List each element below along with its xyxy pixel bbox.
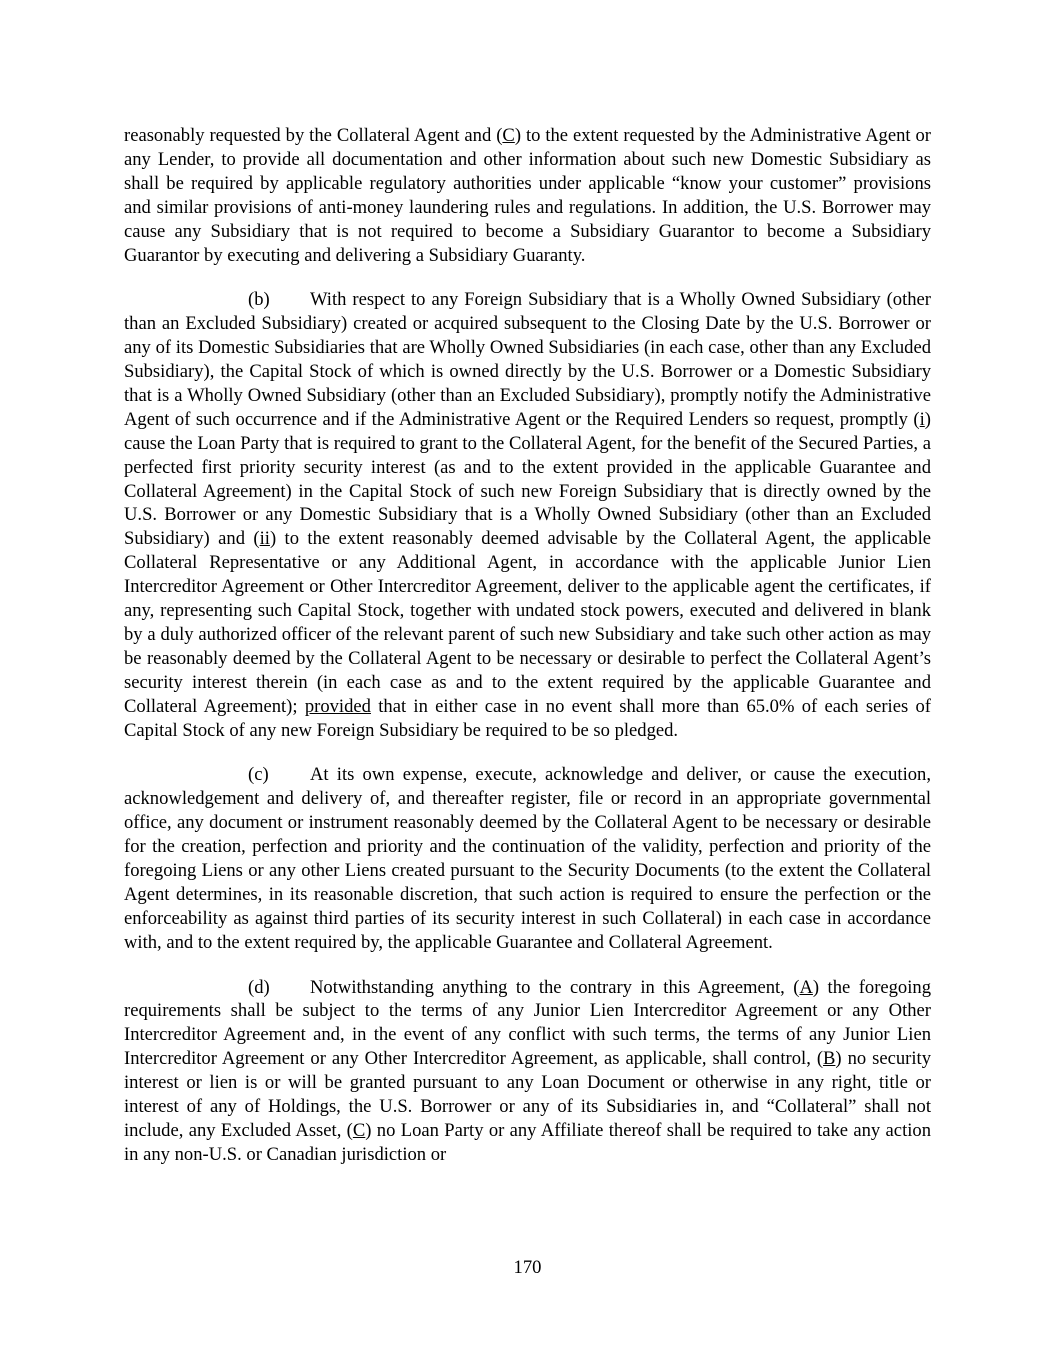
paragraph-b	[124, 288, 931, 742]
intro-marker-c: C	[502, 125, 515, 146]
paragraph-c-text: At its own expense, execute, acknowledge and deliver, or cause the execution, acknowledgement and delivery of, and thereafter register, file or record in an appropriate governmental office, any document or instrument reasonably deemed by the Collateral Agent to be necessary or desirable for the creation, perfection and priority and the continuation of the validity, perfection and priority of the foregoing Liens or any other Liens created pursuant to the Security Documents (to the extent the Collateral Agent determines, in its reasonable discretion, that such action is required to ensure the perfection or the enforceability as against third parties of its security interest in such Collateral) in each case in accordance with, and to the extent required by, the applicable Guarantee and Collateral Agreement.	[124, 764, 931, 953]
intro-text-1: reasonably requested by the Collateral Agent and (	[124, 125, 503, 146]
paragraph-b-marker-ii: ii	[259, 528, 270, 550]
paragraph-d	[124, 976, 931, 1167]
paragraph-d-text-3: ) no security interest or lien is or will be granted pursuant to any Loan Document or otherwise in any right, title or interest of any of Holdings, the U.S. Borrower or any of its Subsidiaries in, and “Collateral” shall not include, any Excluded Asset, (	[124, 1048, 931, 1142]
page-number: 170	[513, 1257, 542, 1278]
paragraph-b-text-1: With respect to any Foreign Subsidiary that is a Wholly Owned Subsidiary (other than an Excluded Subsidiary) created or acquired subsequent to the Closing Date by the U.S. Borrower or any of its Domestic Subsidiaries that are Wholly Owned Subsidiaries (in each case, other than any Excluded Subsidiary), the Capital Stock of which is owned directly by the U.S. Borrower or a Domestic Subsidiary that is a Wholly Owned Subsidiary (other than an Excluded Subsidiary), promptly notify the Administrative Agent of such occurrence and if the Administrative Agent or the Required Lenders so request, promptly (	[124, 289, 931, 430]
paragraph-b-label: (b)	[248, 289, 270, 311]
paragraph-d-marker-b: B	[823, 1048, 836, 1070]
paragraph-b-marker-i: i	[919, 408, 925, 430]
paragraph-b-text-3: ) to the extent reasonably deemed advisable by the Collateral Agent, the applicable Collateral Representative or any Additional Agent, in accordance with the applicable Junior Lien Intercreditor Agreement or Other Intercreditor Agreement, deliver to the applicable agent the certificates, if any, representing such Capital Stock, together with undated stock powers, executed and delivered in blank by a duly authorized officer of the relevant parent of such new Subsidiary and take such other action as may be reasonably deemed by the Collateral Agent to be necessary or desirable to perfect the Collateral Agent’s security interest therein (in each case as and to the extent required by the applicable Guarantee and Collateral Agreement);	[124, 528, 931, 717]
paragraph-b-text-4: that in either case in no event shall more than 65.0% of each series of Capital Stock of any new Foreign Subsidiary be required to be so pledged.	[124, 695, 931, 741]
paragraph-d-text-1: Notwithstanding anything to the contrary in this Agreement, (	[310, 976, 800, 998]
paragraph-d-marker-a: A	[799, 976, 813, 998]
paragraph-b-text-2: ) cause the Loan Party that is required to grant to the Collateral Agent, for the benefit of the Secured Parties, a perfected first priority security interest (as and to the extent provided in the applicable Guarantee and Collateral Agreement) in the Capital Stock of such new Foreign Subsidiary that is directly owned by the U.S. Borrower or any Domestic Subsidiary that is a Wholly Owned Subsidiary (other than an Excluded Subsidiary) and (	[124, 408, 931, 550]
paragraph-c	[124, 763, 931, 954]
paragraph-d-label: (d)	[248, 976, 270, 998]
paragraph-c-label: (c)	[248, 764, 269, 786]
paragraph-d-text-2: ) the foregoing requirements shall be subject to the terms of any Junior Lien Intercreditor Agreement or any Other Intercreditor Agreement and, in the event of any conflict with such terms, the terms of any Junior Lien Intercreditor Agreement or any Other Intercreditor Agreement, as applicable, shall control, (	[124, 976, 931, 1070]
paragraph-b-provided: provided	[304, 695, 371, 717]
paragraph-d-text-4: ) no Loan Party or any Affiliate thereof shall be required to take any action in any non-U.S. or Canadian jurisdiction or	[124, 1120, 931, 1165]
intro-text-2: ) to the extent requested by the Administrative Agent or any Lender, to provide all documentation and other information about such new Domestic Subsidiary as shall be required by applicable regulatory authorities under applicable “know your customer” provisions and similar provisions of anti-money laundering rules and regulations. In addition, the U.S. Borrower may cause any Subsidiary that is not required to become a Subsidiary Guarantor to become a Subsidiary Guarantor by executing and delivering a Subsidiary Guaranty.	[124, 125, 931, 266]
paragraph-intro	[124, 124, 931, 267]
paragraph-d-marker-c: C	[352, 1120, 366, 1142]
document-page	[124, 124, 931, 1188]
